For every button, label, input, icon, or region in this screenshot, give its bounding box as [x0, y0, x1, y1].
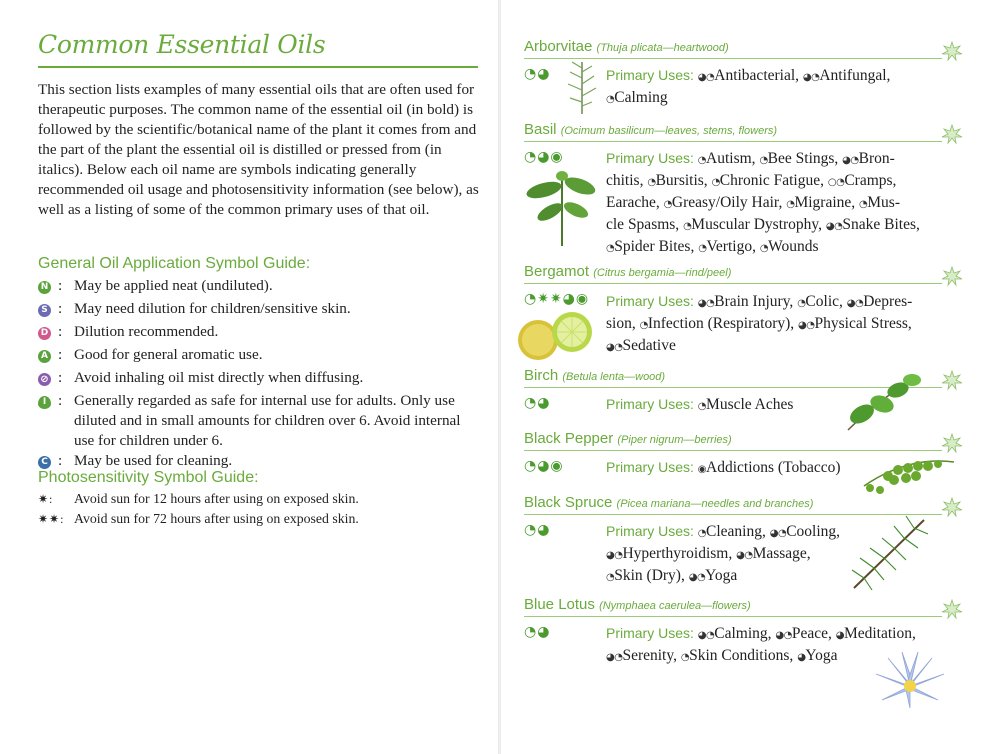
usage-symbol-icon: ◕ — [835, 630, 844, 641]
usage-symbol-icon: ◔ — [697, 155, 707, 166]
basil-plant-icon — [522, 168, 598, 248]
primary-use-item: Cleaning, — [706, 523, 770, 540]
uses-basil — [606, 148, 920, 259]
usage-symbol-icon: ◕ — [797, 652, 806, 663]
leaf-mark-icon — [940, 265, 964, 287]
usage-symbol-icon: ◔ — [759, 155, 768, 166]
oil-symbols-blue-lotus: ◔◕ — [524, 624, 551, 640]
usage-symbol-icon: ◔ — [759, 243, 769, 254]
primary-use-item: Cramps, — [844, 172, 897, 189]
sun-72h-icon: ✷✷: — [38, 512, 65, 526]
primary-use-item: Peace, — [791, 625, 836, 642]
usage-symbol-icon: ◕◔ — [688, 572, 706, 583]
spruce-branch-icon — [844, 510, 944, 594]
oil-title-blue-lotus: Blue Lotus (Nymphaea caerulea—flowers) — [524, 596, 751, 613]
guide-item-dilution: D : Dilution recommended. — [38, 322, 483, 345]
primary-use-item: Greasy/Oily Hair, — [671, 194, 787, 211]
primary-use-item: Addictions (Tobacco) — [706, 459, 841, 476]
primary-use-item: Infection (Respiratory), — [647, 315, 799, 332]
primary-use-item: Cooling, — [786, 523, 841, 540]
primary-use-item: Depres- — [863, 293, 913, 310]
right-page — [502, 0, 1000, 754]
bergamot-fruit-icon — [516, 306, 596, 364]
primary-use-item: Spider Bites, — [614, 238, 699, 255]
guide-item-aromatic: A : Good for general aromatic use. — [38, 345, 483, 368]
primary-uses-label: Primary Uses: — [606, 293, 698, 309]
usage-symbol-icon: ◔ — [680, 652, 690, 663]
usage-symbol-icon: ◔ — [606, 572, 615, 583]
oil-symbols-black-spruce: ◔◕ — [524, 522, 551, 538]
internal-use-icon — [38, 396, 51, 409]
primary-use-item: Antibacterial, — [714, 67, 803, 84]
usage-symbol-icon: ◕◔ — [606, 550, 623, 561]
guide-item-no-inhale: ⊘ : Avoid inhaling oil mist directly when diffusing. — [38, 368, 483, 391]
primary-uses-label: Primary Uses: — [606, 625, 698, 641]
usage-symbol-icon: ◔ — [786, 199, 795, 210]
primary-use-item: Antifungal, — [819, 67, 891, 84]
usage-symbol-icon: ◔ — [606, 243, 615, 254]
sun-12h-icon: ✷: — [38, 492, 54, 506]
usage-symbol-icon: ◕◔ — [736, 550, 753, 561]
primary-uses-label: Primary Uses: — [606, 396, 698, 412]
primary-use-item: Yoga — [805, 647, 838, 664]
primary-use-item: Skin (Dry), — [614, 567, 689, 584]
intro-paragraph: This section lists examples of many essential oils that are often used for therapeutic purposes. The common name of the essential oil (in bold) is followed by the scientific/botanical name of the plant it comes from and the part of the plant the essential oil is distilled or pressed from (in italics). Below each oil name are symbols indicating generally recommended oil usage and photosensitivity information (see below), as well as a listing of some of the common primary uses of that oil. — [38, 81, 479, 218]
oil-title-arborvitae: Arborvitae (Thuja plicata—heartwood) — [524, 38, 729, 55]
photo-item-72h: ✷✷: Avoid sun for 72 hours after using on exposed skin. — [38, 509, 483, 529]
usage-symbol-icon: ◔ — [697, 401, 707, 412]
uses-arborvitae — [606, 65, 890, 110]
usage-symbol-icon: ◕◔ — [697, 72, 715, 83]
oil-title-black-pepper: Black Pepper (Piper nigrum—berries) — [524, 430, 732, 447]
oil-rule — [524, 141, 942, 142]
usage-symbol-icon: ◔ — [683, 221, 692, 232]
oil-rule — [524, 616, 942, 617]
oil-symbols-basil: ◔◕◉ — [524, 149, 564, 165]
primary-use-item: Mus- — [867, 194, 900, 211]
oil-title-birch: Birch (Betula lenta—wood) — [524, 367, 666, 384]
usage-symbol-icon: ◕◔ — [697, 630, 715, 641]
left-page — [0, 0, 498, 754]
primary-use-item: Brain Injury, — [714, 293, 798, 310]
leaf-mark-icon — [940, 123, 964, 145]
application-guide-list — [38, 276, 483, 474]
oil-symbols-black-pepper: ◔◕◉ — [524, 458, 564, 474]
usage-symbol-icon: ◔ — [697, 528, 707, 539]
oil-title-black-spruce: Black Spruce (Picea mariana—needles and branches) — [524, 494, 814, 511]
uses-black-pepper — [606, 457, 841, 480]
primary-use-item: Bursitis, — [655, 172, 712, 189]
guide-item-internal: I : Generally regarded as safe for internal use for adults. Only use diluted and in small amounts for children over 6. Avoid internal use for children under 6. — [38, 391, 483, 451]
uses-blue-lotus — [606, 623, 916, 668]
primary-use-item: Hyperthyroidism, — [622, 545, 737, 562]
primary-use-item: Wounds — [768, 238, 819, 255]
usage-symbol-icon: ◔ — [663, 199, 672, 210]
oil-rule — [524, 283, 942, 284]
oil-symbols-arborvitae: ◔◕ — [524, 66, 551, 82]
no-inhale-icon — [38, 373, 51, 386]
usage-symbol-icon: ◕◔ — [697, 298, 715, 309]
usage-symbol-icon: ◔ — [711, 177, 720, 188]
primary-use-item: Yoga — [705, 567, 738, 584]
primary-use-item: Snake Bites, — [842, 216, 920, 233]
primary-use-item: sion, — [606, 315, 640, 332]
application-guide-heading: General Oil Application Symbol Guide: — [38, 255, 311, 272]
primary-uses-label: Primary Uses: — [606, 150, 698, 166]
primary-use-item: Physical Stress, — [814, 315, 912, 332]
page-gutter — [498, 0, 501, 754]
guide-item-sensitive: S : May need dilution for children/sensitive skin. — [38, 299, 483, 322]
primary-use-item: Serenity, — [622, 647, 681, 664]
primary-uses-label: Primary Uses: — [606, 67, 698, 83]
primary-use-item: Autism, — [706, 150, 760, 167]
uses-birch — [606, 394, 793, 417]
primary-use-item: Massage, — [752, 545, 811, 562]
primary-use-item: Calming, — [714, 625, 776, 642]
neat-icon — [38, 281, 51, 294]
page-title: Common Essential Oils — [38, 30, 326, 59]
arborvitae-plant-icon — [564, 58, 600, 116]
primary-use-item: Calming — [614, 89, 668, 106]
usage-symbol-icon: ◔ — [647, 177, 656, 188]
leaf-mark-icon — [940, 369, 964, 391]
pepper-berries-icon — [858, 446, 958, 496]
usage-symbol-icon: ◔ — [698, 243, 707, 254]
photo-item-12h: ✷: Avoid sun for 12 hours after using on exposed skin. — [38, 489, 483, 509]
usage-symbol-icon: ◕◔ — [846, 298, 864, 309]
leaf-mark-icon — [940, 598, 964, 620]
primary-uses-label: Primary Uses: — [606, 523, 698, 539]
usage-symbol-icon: ○◔ — [827, 177, 845, 188]
guide-item-cleaning: C : May be used for cleaning. — [38, 451, 483, 474]
cleaning-icon — [38, 456, 51, 469]
primary-use-item: Earache, — [606, 194, 664, 211]
usage-symbol-icon: ◕◔ — [802, 72, 820, 83]
uses-black-spruce — [606, 521, 840, 588]
primary-use-item: Muscle Aches — [706, 396, 794, 413]
usage-symbol-icon: ◕◔ — [769, 528, 787, 539]
title-rule — [38, 66, 478, 68]
photosensitivity-guide-list — [38, 489, 483, 529]
birch-leaves-icon — [838, 370, 924, 434]
guide-item-neat: N : May be applied neat (undiluted). — [38, 276, 483, 299]
primary-use-item: Colic, — [805, 293, 847, 310]
primary-use-item: Sedative — [622, 337, 676, 354]
primary-use-item: Skin Conditions, — [689, 647, 798, 664]
oil-title-basil: Basil (Ocimum basilicum—leaves, stems, flowers) — [524, 121, 778, 138]
usage-symbol-icon: ◔ — [859, 199, 868, 210]
sensitive-skin-icon — [38, 304, 51, 317]
primary-use-item: Chronic Fatigue, — [719, 172, 828, 189]
usage-symbol-icon: ◕◔ — [842, 155, 859, 166]
primary-use-item: Bee Stings, — [767, 150, 843, 167]
dilution-icon — [38, 327, 51, 340]
leaf-mark-icon — [940, 40, 964, 62]
oil-symbols-birch: ◔◕ — [524, 395, 551, 411]
primary-uses-label: Primary Uses: — [606, 459, 698, 475]
primary-use-item: Meditation, — [843, 625, 916, 642]
primary-use-item: Vertigo, — [706, 238, 760, 255]
usage-symbol-icon: ◔ — [639, 320, 648, 331]
usage-symbol-icon: ◕◔ — [825, 221, 843, 232]
primary-use-item: Muscular Dystrophy, — [691, 216, 826, 233]
oil-title-bergamot: Bergamot (Citrus bergamia—rind/peel) — [524, 263, 732, 280]
uses-bergamot — [606, 291, 912, 358]
usage-symbol-icon: ◕◔ — [606, 342, 623, 353]
usage-symbol-icon: ◉ — [697, 464, 707, 475]
photosensitivity-guide-heading: Photosensitivity Symbol Guide: — [38, 469, 259, 486]
oil-symbols-bergamot: ◔✷✷◕◉ — [524, 291, 590, 307]
usage-symbol-icon: ◕◔ — [798, 320, 815, 331]
primary-use-item: Bron- — [858, 150, 895, 167]
usage-symbol-icon: ◔ — [606, 94, 615, 105]
usage-symbol-icon: ◕◔ — [775, 630, 792, 641]
primary-use-item: chitis, — [606, 172, 648, 189]
primary-use-item: cle Spasms, — [606, 216, 684, 233]
usage-symbol-icon: ◕◔ — [606, 652, 623, 663]
usage-symbol-icon: ◔ — [797, 298, 806, 309]
aromatic-icon — [38, 350, 51, 363]
primary-use-item: Migraine, — [794, 194, 860, 211]
